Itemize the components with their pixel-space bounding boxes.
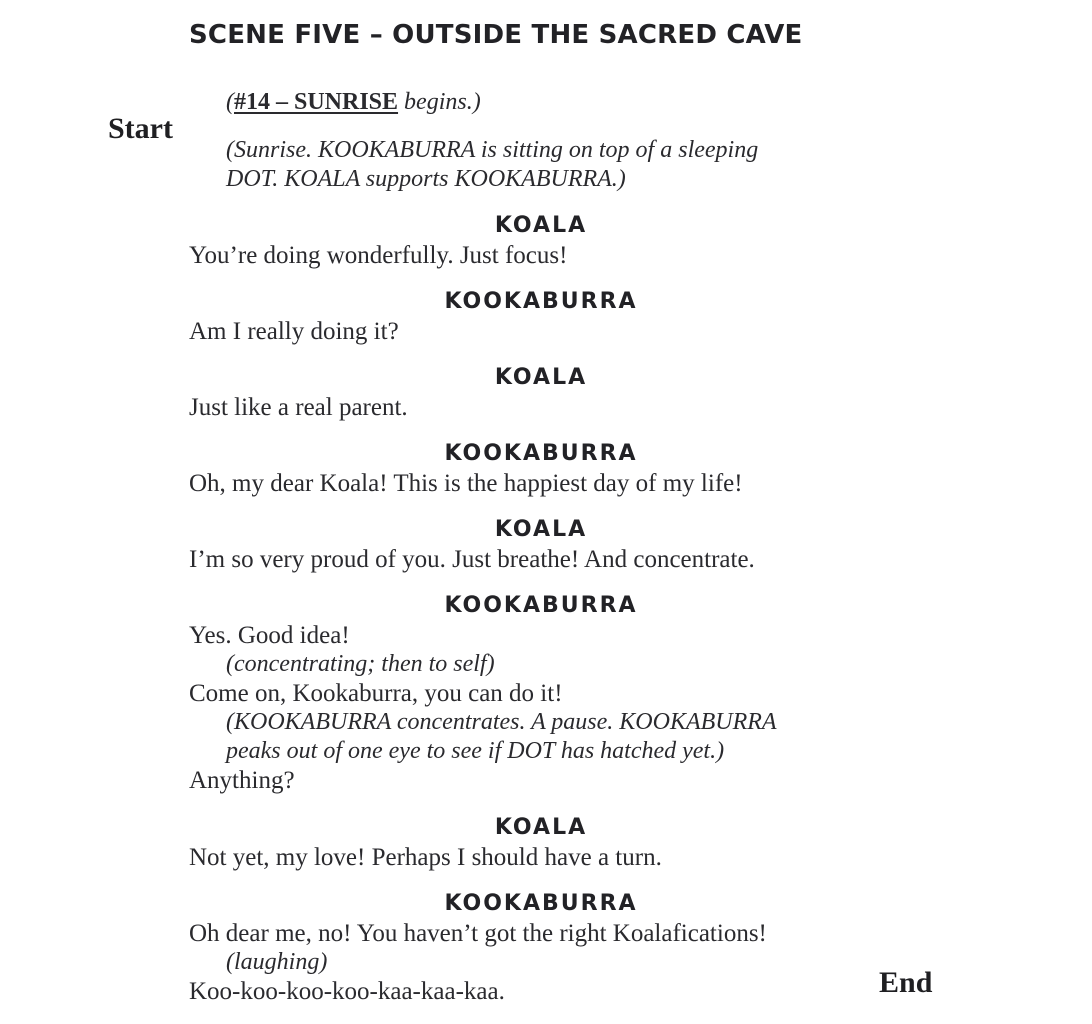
dialogue-line: Yes. Good idea! — [189, 622, 350, 649]
character-name: KOALA — [494, 365, 588, 390]
dialogue-line: Anything? — [189, 767, 295, 794]
start-marker: Start — [108, 112, 173, 145]
character-name: KOALA — [494, 213, 588, 238]
cue-label: #14 – SUNRISE — [234, 89, 399, 115]
character-name: KOOKABURRA — [444, 289, 638, 314]
dialogue-line: Just like a real parent. — [189, 394, 408, 421]
cue-open-paren: ( — [226, 89, 234, 115]
parenthetical: peaks out of one eye to see if DOT has hatched yet.) — [226, 738, 725, 764]
dialogue-line: Koo-koo-koo-koo-kaa-kaa-kaa. — [189, 978, 505, 1005]
dialogue-line: Oh, my dear Koala! This is the happiest day of my life! — [189, 470, 743, 497]
stage-direction-line: DOT. KOALA supports KOOKABURRA.) — [226, 166, 626, 192]
dialogue-block — [189, 211, 889, 270]
dialogue-block — [189, 363, 889, 422]
dialogue-block — [189, 439, 889, 498]
dialogue-line: Come on, Kookaburra, you can do it! — [189, 680, 563, 707]
character-name: KOOKABURRA — [444, 593, 638, 618]
dialogue-line: I’m so very proud of you. Just breathe! And concentrate. — [189, 546, 755, 573]
dialogue-line: Oh dear me, no! You haven’t got the right Koalafications! — [189, 920, 767, 947]
end-marker: End — [879, 966, 933, 999]
music-cue — [226, 88, 481, 117]
dialogue-line: Not yet, my love! Perhaps I should have a turn. — [189, 844, 662, 871]
scene-title: SCENE FIVE – OUTSIDE THE SACRED CAVE — [189, 20, 803, 50]
parenthetical: (concentrating; then to self) — [226, 651, 495, 677]
dialogue-line: Am I really doing it? — [189, 318, 399, 345]
dialogue-block — [189, 287, 889, 346]
character-name: KOALA — [494, 815, 588, 840]
character-name: KOOKABURRA — [444, 441, 638, 466]
parenthetical: (KOOKABURRA concentrates. A pause. KOOKABURRA — [226, 709, 777, 735]
dialogue-line: You’re doing wonderfully. Just focus! — [189, 242, 568, 269]
dialogue-block — [189, 813, 889, 872]
parenthetical: (laughing) — [226, 949, 328, 975]
dialogue-block — [189, 591, 889, 795]
dialogue-block — [189, 515, 889, 574]
stage-direction-line: (Sunrise. KOOKABURRA is sitting on top of a sleeping — [226, 137, 759, 163]
dialogue-block — [189, 889, 889, 1006]
character-name: KOOKABURRA — [444, 891, 638, 916]
cue-rest: begins.) — [398, 89, 481, 115]
stage-direction-opening — [226, 136, 758, 194]
character-name: KOALA — [494, 517, 588, 542]
